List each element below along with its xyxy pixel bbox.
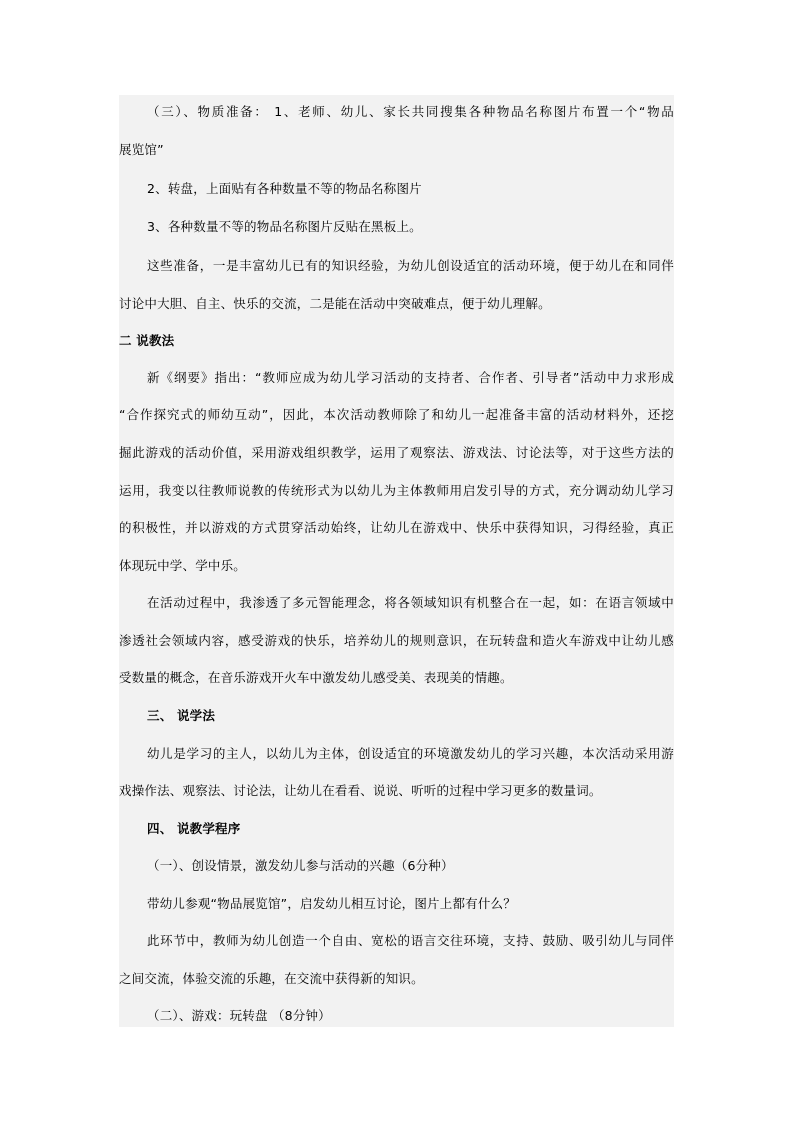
paragraph-line: 带幼儿参观“物品展览馆”，启发幼儿相互讨论，图片上都有什么？ — [147, 896, 516, 911]
section-heading: 四、 说教学程序 — [147, 821, 241, 836]
paragraph-line: 运用，我变以往教师说教的传统形式为以幼儿为主体教师用启发引导的方式，充分调动幼儿学习 — [119, 483, 674, 498]
paragraph-line: 新《纲要》指出：“教师应成为幼儿学习活动的支持者、合作者、引导者”活动中力求形成 — [147, 370, 674, 385]
paragraph-line: 幼儿是学习的主人，以幼儿为主体，创设适宜的环境激发幼儿的学习兴趣，本次活动采用游 — [147, 746, 674, 761]
paragraph-line: 体现玩中学、学中乐。 — [119, 558, 247, 573]
subsection-heading: （二）、游戏：玩转盘 （8分钟） — [147, 1008, 331, 1023]
paragraph-line: 的积极性，并以游戏的方式贯穿活动始终，让幼儿在游戏中、快乐中获得知识，习得经验，真正 — [119, 520, 674, 535]
list-item: 2、转盘，上面贴有各种数量不等的物品名称图片 — [147, 181, 422, 196]
document-page — [119, 95, 674, 1027]
paragraph-line: 渗透社会领域内容，感受游戏的快乐，培养幼儿的规则意识，在玩转盘和造火车游戏中让幼儿感 — [119, 633, 674, 648]
paragraph-line: 之间交流，体验交流的乐趣，在交流中获得新的知识。 — [119, 971, 424, 986]
list-item: 3、各种数量不等的物品名称图片反贴在黑板上。 — [147, 219, 422, 234]
paragraph-line: 掘此游戏的活动价值，采用游戏组织教学，运用了观察法、游戏法、讨论法等，对于这些方法的 — [119, 445, 674, 460]
paragraph-line: 展览馆” — [119, 142, 164, 157]
section-heading: 三、 说学法 — [147, 708, 216, 723]
paragraph-line: 讨论中大胆、自主、快乐的交流，二是能在活动中突破难点，便于幼儿理解。 — [119, 296, 551, 311]
material-prep-line: （三）、物质准备： 1、老师、幼儿、家长共同搜集各种物品名称图片布置一个“物品 — [147, 104, 674, 119]
paragraph-line: 在活动过程中，我渗透了多元智能理念，将各领域知识有机整合在一起，如：在语言领域中 — [147, 595, 674, 610]
paragraph-line: 此环节中，教师为幼儿创造一个自由、宽松的语言交往环境，支持、鼓励、吸引幼儿与同伴 — [147, 933, 674, 948]
section-heading: 二 说教法 — [119, 333, 175, 348]
subsection-heading: （一）、创设情景，激发幼儿参与活动的兴趣（6分种） — [147, 858, 454, 873]
paragraph-line: 戏操作法、观察法、讨论法，让幼儿在看看、说说、听听的过程中学习更多的数量词。 — [119, 783, 602, 798]
paragraph-line: 这些准备，一是丰富幼儿已有的知识经验，为幼儿创设适宜的活动环境，便于幼儿在和同伴 — [147, 258, 674, 273]
paragraph-line: 受数量的概念，在音乐游戏开火车中激发幼儿感受美、表现美的情趣。 — [119, 670, 513, 685]
paragraph-line: “合作探究式的师幼互动”，因此，本次活动教师除了和幼儿一起准备丰富的活动材料外，还挖 — [119, 407, 674, 422]
